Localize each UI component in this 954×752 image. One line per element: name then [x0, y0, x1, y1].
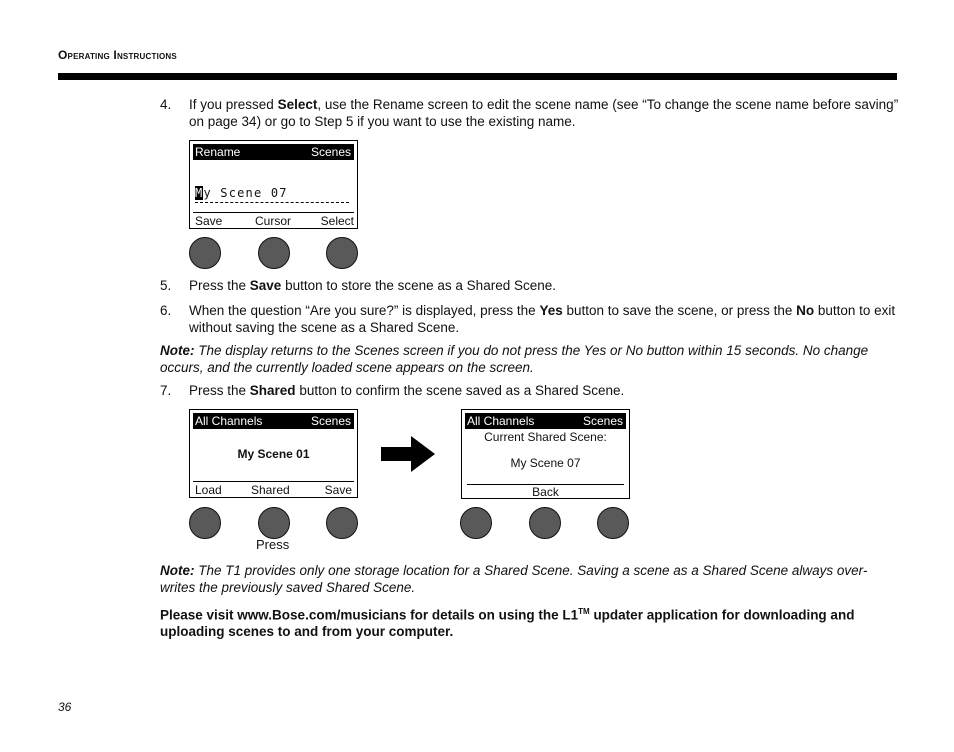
current-scene-name: My Scene 01: [237, 447, 310, 461]
visit-website-paragraph: [160, 604, 860, 641]
step-number: 5.: [160, 278, 172, 293]
softkey-select: Select: [320, 214, 354, 228]
save-knob-button[interactable]: [189, 237, 221, 269]
knob-button-right[interactable]: [597, 507, 629, 539]
softkey-save: Save: [195, 214, 223, 228]
scene-name-text: y Scene 07: [203, 186, 288, 200]
step-text-bold: Yes: [539, 303, 563, 318]
note-label: Note:: [160, 563, 195, 578]
step-text-post: button to store the scene as a Shared Scene.: [281, 278, 556, 293]
softkey-save: Save: [324, 483, 352, 497]
step-text-bold-2: No: [796, 303, 815, 318]
step-6: [160, 303, 900, 336]
text-cursor: M: [195, 186, 204, 200]
step-text-pre: If you pressed: [189, 97, 278, 112]
step-5: [160, 278, 900, 295]
softkey-shared: Shared: [251, 483, 290, 497]
step-text-pre: Press the: [189, 383, 250, 398]
step-text-post: , use the Rename screen to edit the scene name (see “To change the scene name before saving” on page 34) or go to Step 5 if you want to use the existing name.: [189, 97, 899, 129]
section-header-text: Operating Instructions: [58, 48, 177, 62]
screen-mode: Scenes: [310, 414, 351, 428]
softkey-labels: [193, 483, 354, 497]
visit-text-pre: Please visit www.Bose.com/musicians for details on using the L1: [160, 607, 579, 623]
step-text-pre: When the question “Are you sure?” is displayed, press the: [189, 303, 540, 318]
shared-scene-name: My Scene 07: [510, 456, 581, 470]
step-4: [160, 97, 900, 130]
name-underline: [195, 202, 349, 203]
cursor-knob-button[interactable]: [258, 237, 290, 269]
shared-knob-button[interactable]: [258, 507, 290, 539]
step-text-mid: button to save the scene, or press the: [562, 303, 797, 318]
page-number: 36: [58, 700, 72, 714]
screen-title: All Channels: [467, 414, 535, 428]
softkey-load: Load: [195, 483, 222, 497]
visit-text-post: updater application for downloading and uploading scenes to and from your computer.: [160, 607, 855, 639]
screen-title: All Channels: [195, 414, 263, 428]
step-text-bold: Save: [249, 278, 282, 293]
trademark-symbol: TM: [578, 607, 590, 616]
header-rule: [58, 73, 897, 80]
note-2: [160, 563, 900, 596]
step-text: [189, 278, 900, 295]
step-text-post: button to exit without saving the scene as a Shared Scene.: [189, 303, 896, 335]
screen-title-bar: [193, 413, 354, 429]
select-knob-button[interactable]: [326, 237, 358, 269]
step-number: 6.: [160, 303, 172, 318]
softkey-cursor: Cursor: [255, 214, 292, 228]
step-number: 7.: [160, 383, 172, 398]
rename-screen: [189, 140, 358, 229]
note-text: The T1 provides only one storage location for a Shared Scene. Saving a scene as a Shared Scene always over-writes the previously saved Shared Scene.: [160, 563, 868, 595]
note-text: The display returns to the Scenes screen if you do not press the Yes or No button within 15 seconds. No change occurs, and the currently loaded scene appears on the screen.: [160, 343, 869, 375]
press-label: Press: [256, 537, 290, 552]
softkey-separator: [193, 212, 354, 213]
softkey-back: Back: [532, 485, 559, 499]
screen-title: Rename: [195, 145, 241, 159]
section-header: [58, 48, 177, 62]
step-text: [189, 97, 900, 130]
step-number: 4.: [160, 97, 172, 112]
knob-button-center[interactable]: [529, 507, 561, 539]
save-knob-button-2[interactable]: [326, 507, 358, 539]
step-text-pre: Press the: [189, 278, 250, 293]
step-text: [189, 383, 900, 400]
load-knob-button[interactable]: [189, 507, 221, 539]
shared-scene-screen: [461, 409, 630, 499]
note-label: Note:: [160, 343, 195, 358]
screen-mode: Scenes: [582, 414, 623, 428]
softkey-labels: [465, 485, 626, 499]
softkey-separator: [193, 481, 354, 482]
all-channels-screen: [189, 409, 358, 498]
step-text: [189, 303, 900, 336]
step-text-post: button to confirm the scene saved as a Shared Scene.: [295, 383, 625, 398]
screen-title-bar: [465, 413, 626, 429]
step-text-bold: Shared: [249, 383, 296, 398]
scene-name-editor: [195, 186, 288, 200]
screen-title-bar: [193, 144, 354, 160]
back-knob-button[interactable]: [460, 507, 492, 539]
right-arrow-icon: [381, 436, 437, 472]
step-7: [160, 383, 900, 400]
step-text-bold: Select: [277, 97, 318, 112]
note-1: [160, 343, 900, 376]
screen-mode: Scenes: [310, 145, 351, 159]
softkey-labels: [193, 214, 354, 228]
shared-scene-caption: Current Shared Scene:: [484, 430, 607, 444]
